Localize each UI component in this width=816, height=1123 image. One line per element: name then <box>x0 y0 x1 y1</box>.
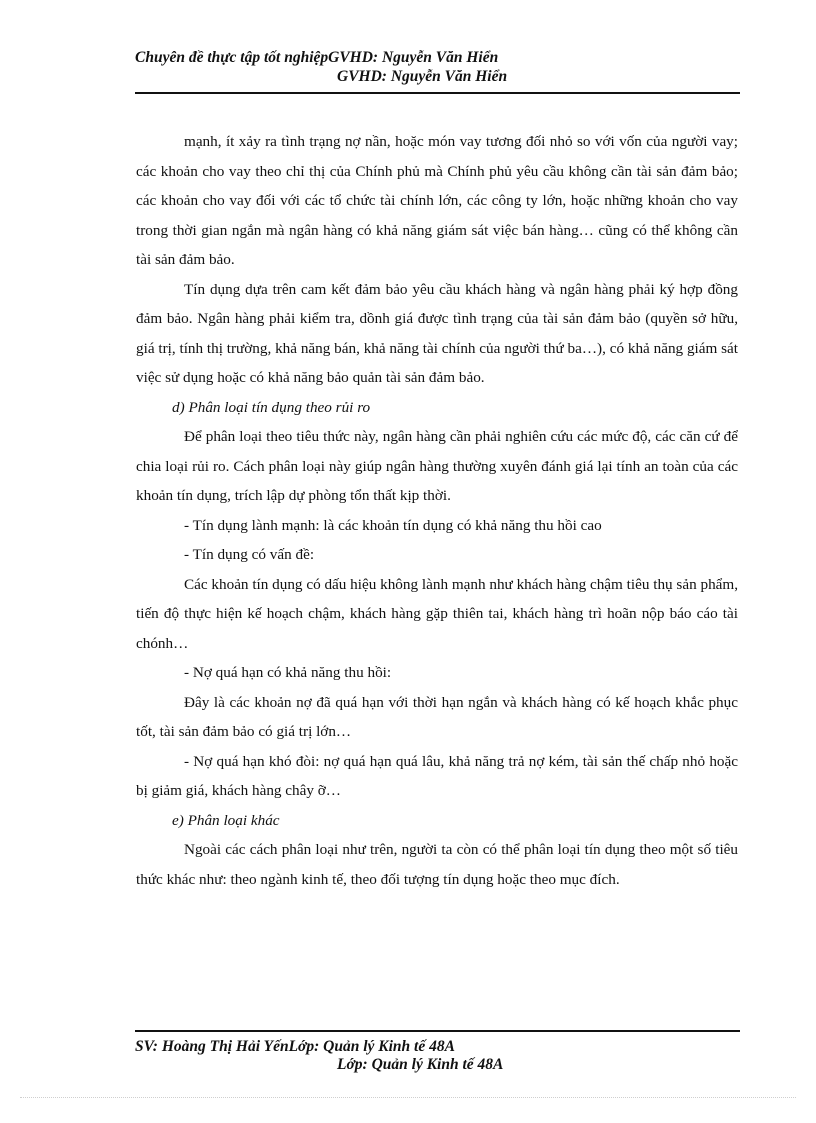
footer-class: Lớp: Quản lý Kinh tế 48A <box>337 1056 504 1073</box>
heading-risk-classification: d) Phân loại tín dụng theo rủi ro <box>172 398 371 416</box>
paragraph-collateral-commitment: Tín dụng dựa trên cam kết đảm bảo yêu cầu khách hàng và ngân hàng phải ký hợp đồng đảm bảo. Ngân hàng phải kiểm tra, dồnh giá được tình trạng của tài sản đảm bảo (quyền sở hữu, giá trị, tính thị trường, khả năng bán, khả năng tài chính của người thứ ba…), có khả năng giám sát việc sử dụng hoặc có khả năng bảo quản tài sản đảm bảo. <box>136 280 738 386</box>
header-advisor: GVHD: Nguyễn Văn Hiển <box>337 68 508 85</box>
page-bottom-divider <box>20 1097 796 1098</box>
paragraph-risk-intro: Để phân loại theo tiêu thức này, ngân hàng cần phải nghiên cứu các mức độ, các căn cứ để chia loại rủi ro. Cách phân loại này giúp ngân hàng thường xuyên đánh giá lại tính an toàn của các khoản tín dụng, trích lập dự phòng tổn thất kịp thời. <box>136 428 738 504</box>
page-footer <box>135 1030 740 1076</box>
list-item-problem-credit: - Tín dụng có vấn đề: <box>184 546 315 563</box>
paragraph-collateral-exceptions: mạnh, ít xảy ra tình trạng nợ nần, hoặc món vay tương đối nhỏ so với vốn của người vay; các khoản cho vay theo chỉ thị của Chính phủ mà Chính phủ yêu cầu không cần tài sản đảm bảo; các khoản cho vay đối với các tổ chức tài chính lớn, các công ty lớn, hoặc những khoản cho vay trong thời gian ngắn mà ngân hàng có khả năng giám sát việc bán hàng… cũng có thể không cần tài sản đảm bảo. <box>136 133 738 268</box>
header-title: Chuyên đề thực tập tốt nghiệpGVHD: Nguyễn Văn Hiển <box>135 49 499 66</box>
paragraph-other-classification: Ngoài các cách phân loại như trên, người ta còn có thể phân loại tín dụng theo một số tiêu thức khác như: theo ngành kinh tế, theo đối tượng tín dụng hoặc theo mục đích. <box>136 841 738 888</box>
paragraph-recoverable-overdue: Đây là các khoản nợ đã quá hạn với thời hạn ngắn và khách hàng có kế hoạch khắc phục tốt, tài sản đảm bảo có giá trị lớn… <box>136 693 738 740</box>
list-item-recoverable-overdue: - Nợ quá hạn có khả năng thu hồi: <box>184 664 392 681</box>
footer-student: SV: Hoàng Thị Hải YếnLớp: Quản lý Kinh tế 48A <box>135 1038 455 1055</box>
list-item-healthy-credit: - Tín dụng lành mạnh: là các khoản tín dụng có khả năng thu hồi cao <box>184 516 602 534</box>
heading-other-classification: e) Phân loại khác <box>172 811 280 829</box>
list-item-bad-debt: - Nợ quá hạn khó đòi: nợ quá hạn quá lâu, khả năng trả nợ kém, tài sản thế chấp nhỏ hoặc bị giảm giá, khách hàng chây ỡ… <box>136 752 738 799</box>
paragraph-problem-credit: Các khoản tín dụng có dấu hiệu không lành mạnh như khách hàng chậm tiêu thụ sản phẩm, tiến độ thực hiện kế hoạch chậm, khách hàng gặp thiên tai, khách hàng trì hoãn nộp báo cáo tài chónh… <box>136 575 739 652</box>
document-body <box>136 127 738 894</box>
page-header <box>135 46 740 94</box>
